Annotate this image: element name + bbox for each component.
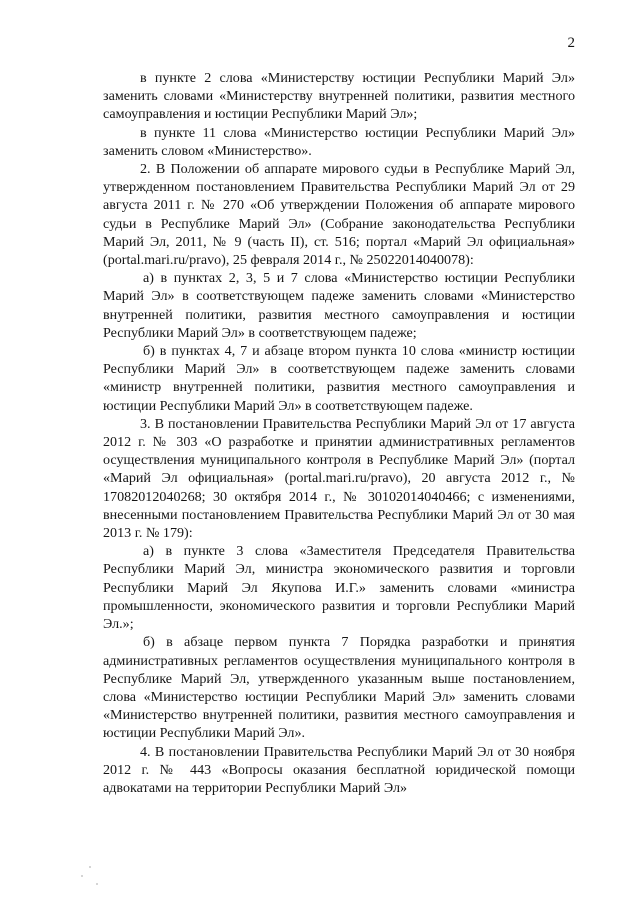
paragraph-section-2-a: а) в пунктах 2, 3, 5 и 7 слова «Министерство юстиции Республики Марий Эл» в соответствующем падеже заменить словами «Министерство внутренней политики, развития местного самоуправления и юстиции Республики Марий Эл» в соответствующем падеже; [103,270,575,341]
paragraph-section-2-b: б) в пунктах 4, 7 и абзаце втором пункта 10 слова «министр юстиции Республики Марий Эл» в соответствующем падеже заменить словами «министр внутренней политики, развития местного самоуправления и юстиции Республики Марий Эл» в соответствующем падеже. [103,343,575,414]
paragraph-point-2-amendment: в пункте 2 слова «Министерству юстиции Республики Марий Эл» заменить словами «Министерству внутренней политики, развития местного самоуправления и юстиции Республики Марий Эл»; [103,70,575,123]
paragraph-section-3-a: а) в пункте 3 слова «Заместителя Председателя Правительства Республики Марий Эл, министра экономического развития и торговли Республики Марий Эл Якупова И.Г.» заменить словами «министра промышленности, экономического развития и торговли Республики Марий Эл.»; [103,543,575,633]
paragraph-section-3: 3. В постановлении Правительства Республики Марий Эл от 17 августа 2012 г. № 303 «О разработке и принятии административных регламентов осуществления муниципального контроля в Республике Марий Эл» (портал «Марий Эл официальная» (portal.mari.ru/pravo), 20 августа 2012 г., № 17082012040268; 30 октября 2014 г., № 30102014040466; с изменениями, внесенными постановлением Правительства Республики Марий Эл от 30 мая 2013 г. № 179): [103,415,575,542]
scan-artifact [96,883,98,885]
paragraph-point-11-amendment: в пункте 11 слова «Министерство юстиции Республики Марий Эл» заменить словом «Министерство». [103,124,575,159]
page-number: 2 [567,35,575,51]
scan-artifact [81,875,83,877]
document-body [103,69,575,797]
paragraph-section-2: 2. В Положении об аппарате мирового судьи в Республике Марий Эл, утвержденном постановлением Правительства Республики Марий Эл от 29 августа 2011 г. № 270 «Об утверждении Положения об аппарате мирового судьи в Республике Марий Эл» (Собрание законодательства Республики Марий Эл, 2011, № 9 (часть II), ст. 516; портал «Марий Эл официальная» (portal.mari.ru/pravo), 25 февраля 2014 г., № 25022014040078): [103,161,575,269]
paragraph-section-4: 4. В постановлении Правительства Республики Марий Эл от 30 ноября 2012 г. № 443 «Вопросы оказания бесплатной юридической помощи адвокатами на территории Республики Марий Эл» [103,743,575,796]
scan-artifact [89,866,91,868]
paragraph-section-3-b: б) в абзаце первом пункта 7 Порядка разработки и принятия административных регламентов осуществления муниципального контроля в Республике Марий Эл, утвержденного указанным выше постановлением, слова «Министерство юстиции Республики Марий Эл» заменить словами «Министерство внутренней политики, развития местного самоуправления и юстиции Республики Марий Эл». [103,634,575,742]
